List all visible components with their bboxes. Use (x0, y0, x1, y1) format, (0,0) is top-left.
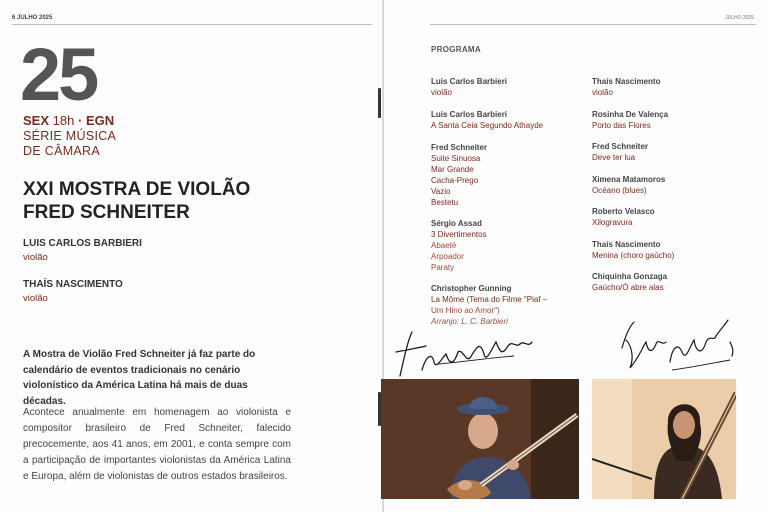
event-day: 25 (20, 33, 97, 116)
program-entry (431, 218, 581, 273)
work-title: Abaeté (431, 241, 457, 250)
work-title: Cacha-Prego (431, 176, 479, 185)
signature-barbieri (392, 318, 542, 384)
title-line: FRED SCHNEITER (23, 202, 190, 223)
performer-photo-nascimento (592, 379, 736, 499)
guitarist-illustration (381, 379, 579, 499)
program-entry (592, 174, 742, 196)
program-entry (592, 271, 742, 293)
composer-name: Fred Schneiter (431, 143, 488, 152)
work-title: Mar Grande (431, 165, 474, 174)
lead-paragraph: A Mostra de Violão Fred Schneiter já faz parte do calendário de eventos tradicionais no cenário violonístico da América Latina há mais de duas décadas. (23, 349, 256, 407)
program-entry (431, 76, 581, 98)
work-title: A Santa Ceia Segundo Athayde (431, 121, 544, 130)
program-entry (592, 109, 742, 131)
header-rule (12, 24, 372, 25)
work-title: Bestetu (431, 198, 459, 207)
composer-name: Christopher Gunning (431, 284, 512, 293)
work-title: Xilogravura (592, 218, 633, 227)
work-title: Deve ter lua (592, 153, 636, 162)
title-line: XXI MOSTRA DE VIOLÃO (23, 179, 251, 200)
composer-name: Chiquinha Gonzaga (592, 272, 668, 281)
program-entry (592, 239, 742, 261)
composer-name: Fred Schneiter (592, 142, 649, 151)
guitarist-illustration (592, 379, 736, 499)
composer-name: Ximena Matamoros (592, 175, 666, 184)
work-title: Suite Sinuosa (431, 154, 481, 163)
composer-name: Luis Carlos Barbieri (431, 77, 508, 86)
page-runner: JULHO 2025 (725, 15, 754, 21)
work-title: violão (431, 88, 452, 97)
performer-instrument: violão (23, 252, 48, 263)
event-time: 18h (52, 113, 75, 128)
event-when: SEX 18h · EGN (23, 113, 115, 128)
program-entry (431, 142, 581, 208)
work-title: 3 Divertimentos (431, 230, 487, 239)
performer-photo-barbieri (381, 379, 579, 499)
program-entry (592, 141, 742, 163)
program-entry (592, 76, 742, 98)
series-line: DE CÂMARA (23, 144, 101, 158)
performer-instrument: violão (23, 293, 48, 304)
signature-nascimento (612, 312, 746, 382)
page-folio: 6 JULHO 2025 (12, 15, 53, 21)
composer-name: Luis Carlos Barbieri (431, 110, 508, 119)
program-entry (431, 109, 581, 131)
composer-name: Thaís Nascimento (592, 77, 661, 86)
performer-name: LUIS CARLOS BARBIERI (23, 238, 142, 249)
event-weekday: SEX (23, 113, 50, 128)
work-title: Arpoador (431, 252, 464, 261)
event-venue: EGN (85, 113, 115, 128)
composer-name: Sérgio Assad (431, 219, 482, 228)
program-entry (592, 206, 742, 228)
series-line: SÉRIE MÚSICA (23, 129, 117, 143)
arrangement-credit: Arranjo: L. C. Barbieri (431, 317, 508, 326)
work-title: Menina (choro gaúcho) (592, 251, 675, 260)
series-name (23, 129, 116, 159)
work-title: La Môme (Tema do Filme "Piaf – (431, 295, 548, 304)
program-heading: PROGRAMA (431, 45, 481, 54)
work-title: violão (592, 88, 613, 97)
work-title: Gaúcho/Ó abre alas (592, 283, 664, 292)
composer-name: Roberto Velasco (592, 207, 655, 216)
work-title: Um Hino ao Amor") (431, 306, 500, 315)
work-title: Porto das Flores (592, 121, 651, 130)
composer-name: Thaís Nascimento (592, 240, 661, 249)
body-paragraph: Acontece anualmente em homenagem ao violonista e compositor brasileiro de Fred Schneiter, falecido precocemente, aos 41 anos, em 2001, e conta sempre com a participação de importantes violonistas da América Latina e Europa, além de violonistas de outros estados brasileiros. (23, 407, 291, 482)
scan-mark (378, 88, 381, 118)
work-title: Paraty (431, 263, 455, 272)
header-rule (430, 24, 756, 25)
concert-title (23, 178, 250, 224)
work-title: Vazio (431, 187, 451, 196)
work-title: Océano (blues) (592, 186, 647, 195)
performer-name: THAÍS NASCIMENTO (23, 279, 123, 290)
composer-name: Rosinha De Valença (592, 110, 669, 119)
